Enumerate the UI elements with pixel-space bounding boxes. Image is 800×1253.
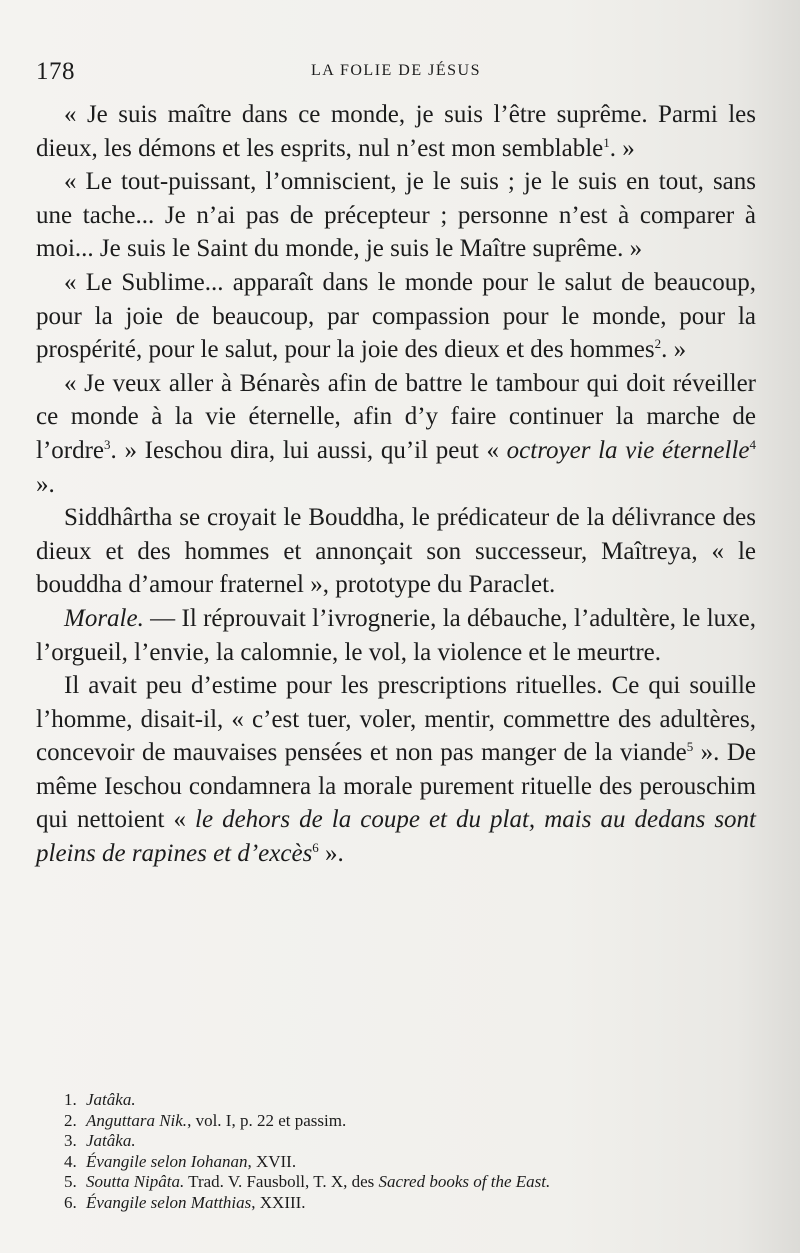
italic-text: Morale.	[64, 604, 144, 632]
text-run: ».	[36, 470, 55, 498]
paragraph	[36, 367, 756, 501]
italic-text: Anguttara Nik.	[86, 1110, 188, 1130]
text-run: ». De même Ieschou condamnera la morale purement rituelle des perouschim qui nettoient «	[36, 739, 756, 834]
footnotes	[64, 1090, 764, 1213]
footnote-number: 5.	[64, 1172, 77, 1191]
text-run: . » Ieschou dira, lui aussi, qu’il peut «	[110, 436, 507, 464]
text-run: « Le tout-puissant, l’omniscient, je le suis ; je le suis en tout, sans une tache... Je n’ai pas de précepteur ; personne n’est à comparer à moi... Je suis le Saint du monde, je suis le Maître suprême. »	[36, 168, 756, 263]
paragraph	[36, 602, 756, 669]
footnote	[64, 1193, 764, 1214]
footnote-number: 4.	[64, 1151, 77, 1171]
footnote-number: 1.	[64, 1090, 77, 1109]
text-run: . »	[661, 336, 687, 364]
text-run: , vol. I, p. 22 et passim.	[187, 1110, 347, 1130]
paragraph	[36, 165, 756, 266]
page-number: 178	[36, 58, 75, 85]
footnote-ref: 5	[686, 739, 694, 755]
page-header	[36, 58, 756, 86]
footnote-number: 6.	[64, 1192, 77, 1212]
italic-text: Jatâka.	[86, 1131, 136, 1150]
footnote	[64, 1152, 764, 1173]
text-run: Il avait peu d’estime pour les prescriptions rituelles. Ce qui souille l’homme, disait-il, « c’est tuer, voler, mentir, commettre des adultères, concevoir de mauvaises pensées et non pas manger de la viande	[36, 672, 756, 767]
footnote-number: 2.	[64, 1110, 77, 1130]
footnote-number: 3.	[64, 1131, 77, 1150]
footnote-ref: 4	[749, 436, 756, 452]
footnote-ref: 3	[104, 436, 111, 452]
text-run: ».	[318, 840, 344, 868]
footnote-ref: 6	[312, 840, 319, 856]
text-run: « Je veux aller à Bénarès afin de battre le tambour qui doit réveiller ce monde à la vie éternelle, afin d’y faire continuer la marche de l’ordre	[36, 369, 756, 464]
text-run: Siddhârtha se croyait le Bouddha, le prédicateur de la délivrance des dieux et des hommes et annonçait son successeur, Maîtreya, « le bouddha d’amour fraternel », prototype du Paraclet.	[36, 504, 756, 599]
text-run: Trad. V. Fausboll, T. X, des	[184, 1172, 379, 1191]
footnote-ref: 1	[603, 134, 610, 150]
text-run: « Je suis maître dans ce monde, je suis l’être suprême. Parmi les dieux, les démons et les esprits, nul n’est mon semblable	[36, 101, 756, 162]
text-run: . »	[609, 134, 635, 162]
italic-text: Sacred books of the East.	[378, 1172, 551, 1191]
italic-text: octroyer la vie éternelle	[506, 436, 750, 464]
text-run: « Le Sublime... apparaît dans le monde pour le salut de beaucoup, pour la joie de beaucoup, par compassion pour le monde, pour la prospérité, pour le salut, pour la joie des dieux et des hommes	[36, 268, 756, 364]
paragraph	[36, 266, 756, 367]
italic-text: Évangile selon Iohanan	[86, 1151, 248, 1171]
footnote-ref: 2	[654, 336, 662, 352]
italic-text: Soutta Nipâta.	[86, 1172, 185, 1191]
footnote	[64, 1131, 764, 1152]
paragraph	[36, 98, 756, 165]
text-run: , XXIII.	[251, 1192, 306, 1212]
italic-text: le dehors de la coupe et du plat, mais au dedans sont pleins de rapines et d’excès	[36, 806, 757, 868]
text-run: , XVII.	[247, 1151, 297, 1171]
running-title: LA FOLIE DE JÉSUS	[311, 62, 481, 79]
footnote	[64, 1172, 764, 1193]
italic-text: Jatâka.	[86, 1090, 136, 1109]
footnote	[64, 1090, 764, 1111]
footnote	[64, 1111, 764, 1132]
body-text	[36, 98, 756, 871]
italic-text: Évangile selon Matthias	[86, 1192, 252, 1212]
paragraph	[36, 501, 756, 602]
paragraph	[36, 669, 756, 871]
text-run: — Il réprouvait l’ivrognerie, la débauche, l’adultère, le luxe, l’orgueil, l’envie, la calomnie, le vol, la violence et le meurtre.	[36, 604, 756, 666]
